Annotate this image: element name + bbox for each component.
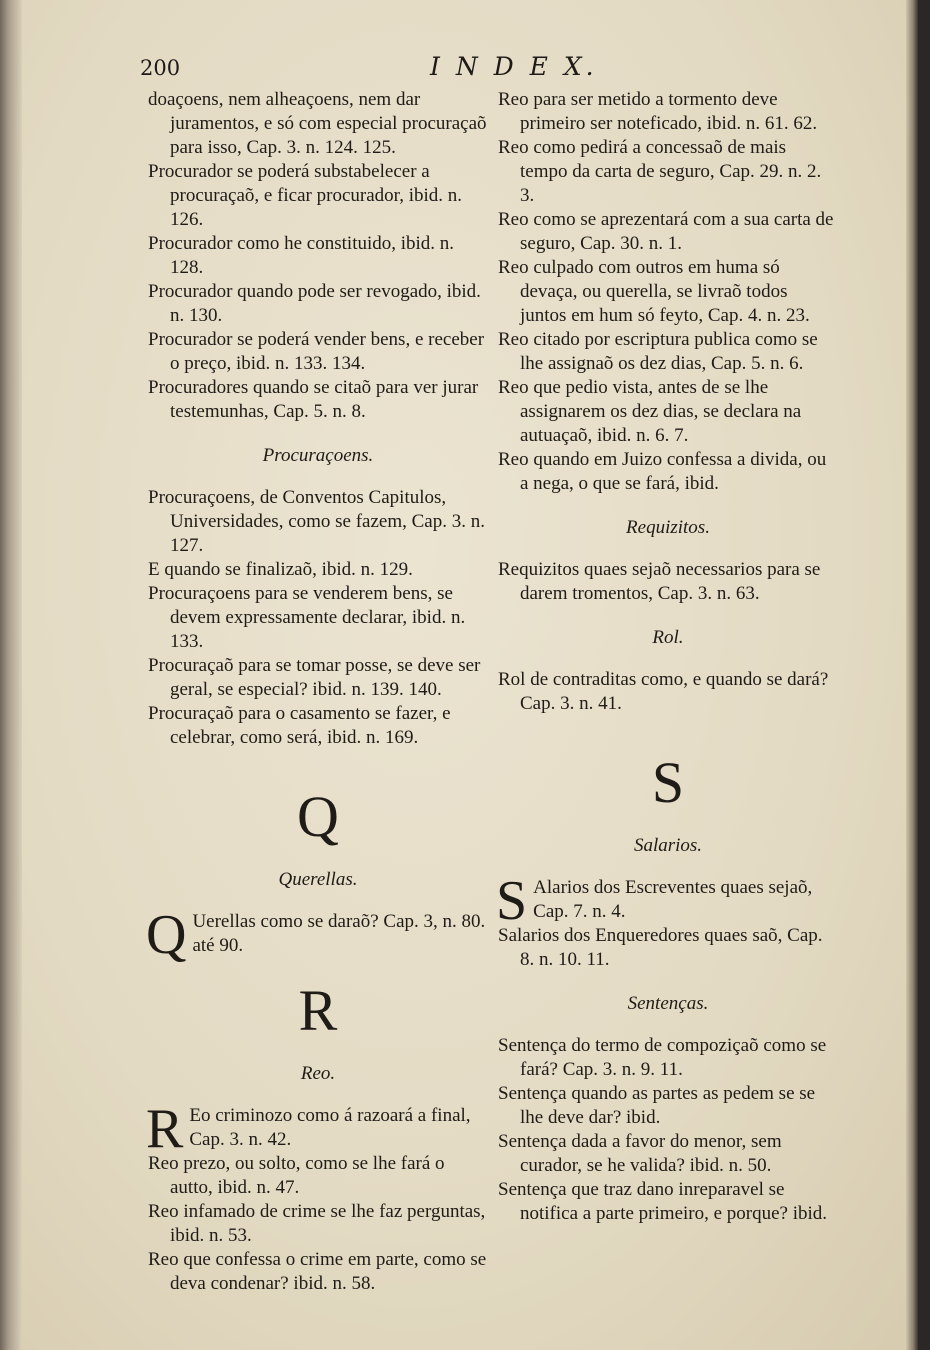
right-column xyxy=(498,88,838,1226)
index-entry: Eo criminozo como á razoará a final, Cap. 3. n. 42. xyxy=(189,1105,471,1150)
index-entry: Procurador se poderá substabelecer a procuraçaõ, e ficar procurador, ibid. n. 126. xyxy=(148,161,463,230)
dropcap-s: S xyxy=(496,870,528,932)
section-letter-q: Q xyxy=(297,784,339,849)
index-entry: Procuraçaõ para se tomar posse, se deve ser geral, se especial? ibid. n. 139. 140. xyxy=(148,655,481,700)
index-entry: Rol de contraditas como, e quando se dará? Cap. 3. n. 41. xyxy=(498,669,829,714)
left-column xyxy=(148,88,488,1296)
index-entry: Alarios dos Escreventes quaes sejaõ, Cap. 7. n. 4. xyxy=(533,877,813,922)
running-title: I N D E X. xyxy=(430,52,598,81)
index-entry: Procurador se poderá vender bens, e receber o preço, ibid. n. 133. 134. xyxy=(148,329,485,374)
index-entry: Reo para ser metido a tormento deve primeiro ser noteficado, ibid. n. 61. 62. xyxy=(498,89,818,134)
dropcap-q: Q xyxy=(146,904,187,966)
index-entry: Reo culpado com outros em huma só devaça, ou querella, se livraõ todos juntos em hum só feyto, Cap. 4. n. 23. xyxy=(498,257,810,326)
index-entry: Reo quando em Juizo confessa a divida, ou a nega, o que se fará, ibid. xyxy=(498,449,827,494)
page-edge xyxy=(906,0,918,1350)
section-heading-rol: Rol. xyxy=(652,627,684,648)
section-heading-procuracoens: Procuraçoens. xyxy=(262,445,374,466)
page-number: 200 xyxy=(140,56,181,80)
index-entry: doaçoens, nem alheaçoens, nem dar juramentos, e só com especial procuraçaõ para isso, Cap. 3. n. 124. 125. xyxy=(148,89,487,158)
index-entry: Reo infamado de crime se lhe faz perguntas, ibid. n. 53. xyxy=(148,1201,486,1246)
index-entry: Procuraçoens para se venderem bens, se devem expressamente declarar, ibid. n. 133. xyxy=(148,583,466,652)
index-entry: Sentença dada a favor do menor, sem curador, se he valida? ibid. n. 50. xyxy=(498,1131,782,1176)
index-entry: Procuraçaõ para o casamento se fazer, e celebrar, como será, ibid. n. 169. xyxy=(148,703,451,748)
index-entry: Uerellas como se daraõ? Cap. 3, n. 80. até 90. xyxy=(192,911,486,956)
section-heading-salarios: Salarios. xyxy=(633,835,703,856)
page-gutter xyxy=(0,0,22,1350)
index-entry: Reo que pedio vista, antes de se lhe assignarem os dez dias, se declara na autuaçaõ, ibid. n. 6. 7. xyxy=(498,377,802,446)
index-entry: Reo citado por escriptura publica como se lhe assignaõ os dez dias, Cap. 5. n. 6. xyxy=(498,329,818,374)
index-entry: Sentença que traz dano inreparavel se notifica a parte primeiro, e porque? ibid. xyxy=(498,1179,828,1224)
dropcap-r: R xyxy=(146,1098,184,1160)
index-entry: Procuraçoens, de Conventos Capitulos, Universidades, como se fazem, Cap. 3. n. 127. xyxy=(148,487,485,556)
index-entry: Requizitos quaes sejaõ necessarios para se darem tromentos, Cap. 3. n. 63. xyxy=(498,559,821,604)
dropcap-entry-reo xyxy=(146,1098,488,1160)
page-header xyxy=(140,52,840,86)
index-entry: Procurador quando pode ser revogado, ibid. n. 130. xyxy=(148,281,481,326)
index-entry: Procuradores quando se citaõ para ver jurar testemunhas, Cap. 5. n. 8. xyxy=(148,377,479,422)
index-entry: Sentença do termo de compoziçaõ como se fará? Cap. 3. n. 9. 11. xyxy=(498,1035,827,1080)
dropcap-entry-salarios xyxy=(496,870,838,932)
index-entry: Reo que confessa o crime em parte, como se deva condenar? ibid. n. 58. xyxy=(148,1249,487,1294)
index-entry: Reo como se aprezentará com a sua carta de seguro, Cap. 30. n. 1. xyxy=(498,209,834,254)
section-heading-querellas: Querellas. xyxy=(278,869,358,890)
section-letter-r: R xyxy=(298,978,338,1043)
index-entry: Salarios dos Enqueredores quaes saõ, Cap. 8. n. 10. 11. xyxy=(498,925,823,970)
index-entry: Procurador como he constituido, ibid. n. 128. xyxy=(148,233,455,278)
index-entry: Reo prezo, ou solto, como se lhe fará o autto, ibid. n. 47. xyxy=(148,1153,445,1198)
section-heading-requizitos: Requizitos. xyxy=(626,517,710,538)
index-entry: Reo como pedirá a concessaõ de mais tempo da carta de seguro, Cap. 29. n. 2. 3. xyxy=(498,137,822,206)
index-entry: E quando se finalizaõ, ibid. n. 129. xyxy=(148,559,413,580)
dropcap-entry-querellas xyxy=(146,904,488,966)
section-heading-reo: Reo. xyxy=(300,1063,336,1084)
section-heading-sentencas: Sentenças. xyxy=(627,993,709,1014)
index-entry: Sentença quando as partes as pedem se se lhe deve dar? ibid. xyxy=(498,1083,816,1128)
section-letter-s: S xyxy=(651,750,685,815)
